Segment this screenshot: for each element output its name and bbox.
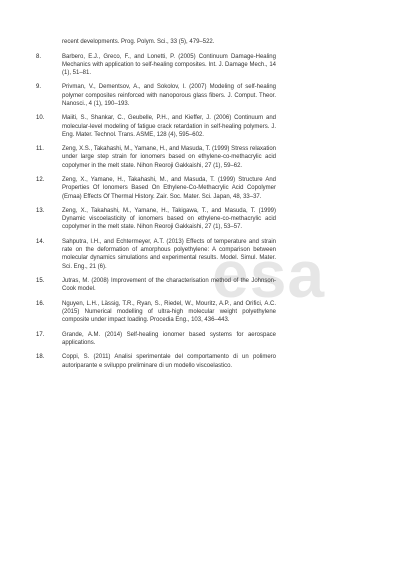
reference-number: 16. <box>36 300 45 307</box>
reference-text: Zeng, X., Takahashi, M., Yamane, H., Takigawa, T., and Masuda, T. (1999) Dynamic viscoelasticity of ionomers based on ethylene-co-methacrylic acid copolymer in the melt state. Nihon Reoroji Gakkaishi, 27 (1), 53–57. <box>62 208 276 231</box>
reference-text: Coppi, S. (2011) Analisi sperimentale del comportamento di un polimero autoriparante e sviluppo preliminare di un modello viscoelastico. <box>62 354 276 369</box>
reference-text: Jutras, M. (2008) Improvement of the characterisation method of the Johnson-Cook model. <box>62 278 276 293</box>
reference-text: Zeng, X., Yamane, H., Takahashi, M., and Masuda, T. (1999) Structure And Properties Of Ionomers Based On Ethylene-Co-Methacrylic Acid Copolymer (Emaa) Effects Of Thermal History. Zair. Soc. Mater. Sci. Japan, 48, 33–37. <box>62 177 276 200</box>
reference-number: 9. <box>36 84 42 91</box>
reference-text: Sahputra, I.H., and Echtermeyer, A.T. (2013) Effects of temperature and strain rate on the deformation of amorphous polyethylene: A comparison between molecular dynamics simulations and experimental results. Model. Simul. Mater. Sci. Eng., 21 (6). <box>62 238 276 270</box>
reference-item <box>36 300 276 325</box>
reference-number: 11. <box>36 146 44 153</box>
reference-number: 15. <box>36 278 45 285</box>
reference-item <box>36 38 276 46</box>
reference-number <box>36 38 62 46</box>
reference-number: 17. <box>36 331 45 338</box>
reference-item <box>36 53 276 78</box>
reference-text: Zeng, X.S., Takahashi, M., Yamane, H., and Masuda, T. (1999) Stress relaxation under large step strain for ionomers based on ethylene-co-methacrylic acid copolymer in the melt state. Nihon Reoroji Gakkaishi, 27 (1), 59–62. <box>62 146 276 169</box>
reference-text: Privman, V., Dementsov, A., and Sokolov, I. (2007) Modeling of self-healing polymer composites reinforced with nanoporous glass fibers. J. Comput. Theor. Nanosci., 4 (1), 190–193. <box>62 84 276 107</box>
reference-number: 12. <box>36 177 45 184</box>
reference-item <box>36 83 276 108</box>
reference-item <box>36 145 276 170</box>
reference-list <box>36 38 276 376</box>
reference-item <box>36 207 276 232</box>
reference-text: Barbero, E.J., Greco, F., and Lonetti, P. (2005) Continuum Damage-Healing Mechanics with application to self-healing composites. Int. J. Damage Mech., 14 (1), 51–81. <box>62 53 276 76</box>
reference-text: recent developments. Prog. Polym. Sci., 33 (5), 479–522. <box>62 39 215 45</box>
watermark-text: esa <box>212 237 326 311</box>
reference-item <box>36 277 276 293</box>
reference-number: 18. <box>36 354 45 361</box>
reference-number: 13. <box>36 208 45 215</box>
reference-item <box>36 353 276 369</box>
reference-number: 14. <box>36 238 45 245</box>
reference-text: Nguyen, L.H., Lässig, T.R., Ryan, S., Riedel, W., Mouritz, A.P., and Orifici, A.C. (2015) Numerical modelling of ultra-high molecular weight polyethylene composite under impact loading. Procedia Eng., 103, 436–443. <box>62 300 276 324</box>
reference-item <box>36 176 276 201</box>
reference-item <box>36 238 276 271</box>
reference-number: 10. <box>36 115 45 122</box>
reference-text: Grande, A.M. (2014) Self-healing ionomer based systems for aerospace applications. <box>62 331 276 346</box>
reference-item <box>36 114 276 139</box>
reference-item <box>36 331 276 347</box>
reference-text: Maiiti, S., Shankar, C., Geubelle, P.H., and Kieffer, J. (2006) Continuum and molecular-level modeling of fatigue crack retardation in self-healing polymers. J. Eng. Mater. Technol. Trans. ASME, 128 (4), 595–602. <box>62 115 276 138</box>
reference-number: 8. <box>36 53 42 60</box>
